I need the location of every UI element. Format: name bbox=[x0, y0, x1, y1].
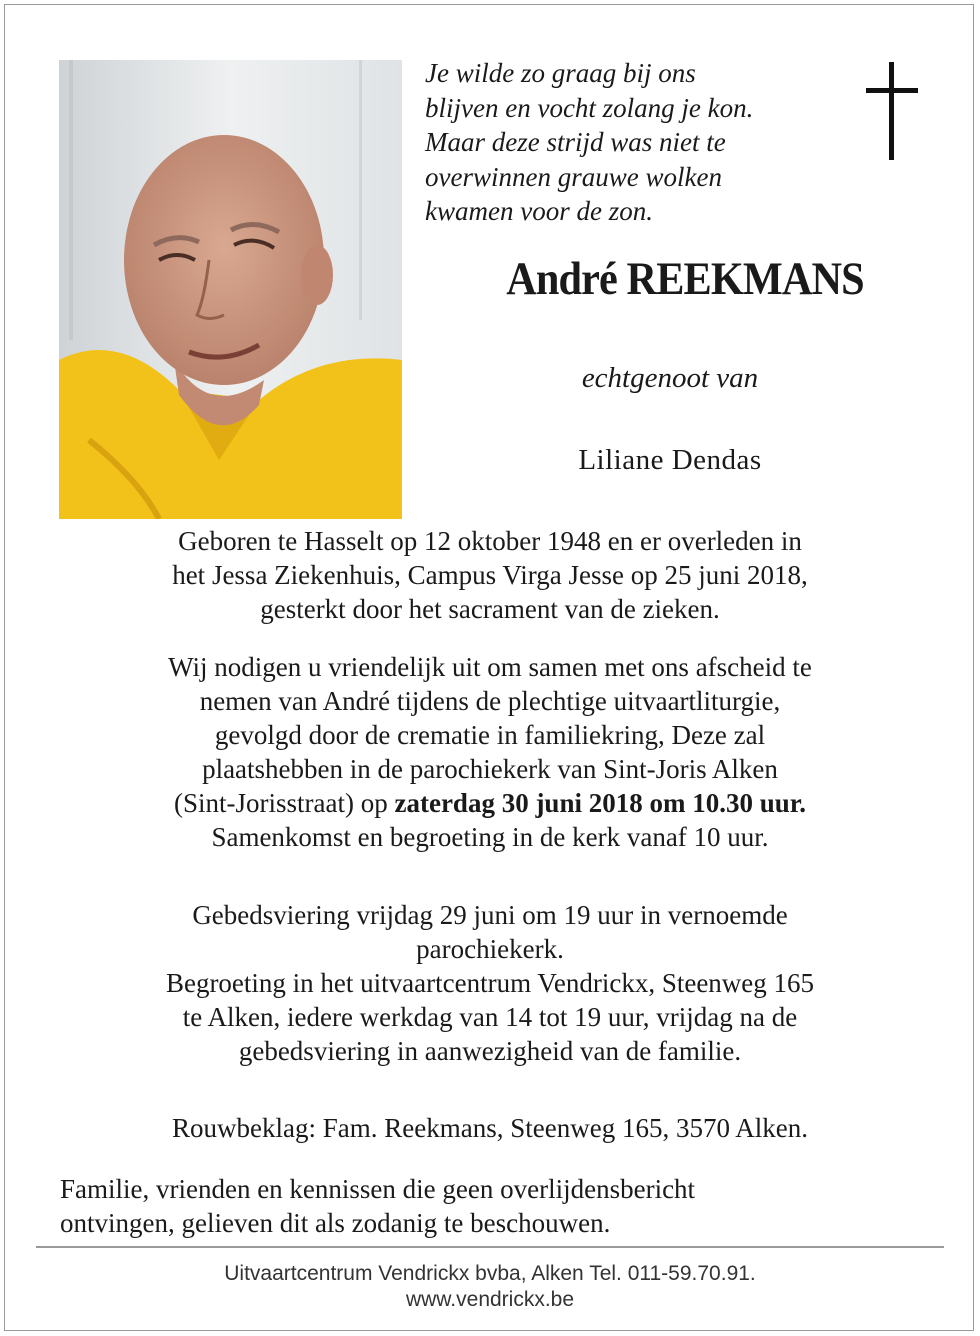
poem-line: Je wilde zo graag bij ons bbox=[425, 58, 696, 88]
birth-death-paragraph bbox=[40, 524, 940, 626]
text-line: het Jessa Ziekenhuis, Campus Virga Jesse op 25 juni 2018, bbox=[172, 560, 808, 590]
text-segment: (Sint-Jorisstraat) op bbox=[174, 788, 395, 818]
funeral-home-website[interactable]: www.vendrickx.be bbox=[405, 1288, 575, 1311]
text-line: Familie, vrienden en kennissen die geen overlijdensbericht bbox=[60, 1174, 696, 1204]
text-line: Samenkomst en begroeting in de kerk vanaf 10 uur. bbox=[211, 822, 769, 852]
poem-line: blijven en vocht zolang je kon. bbox=[425, 92, 754, 123]
poem-line: kwamen voor de zon. bbox=[425, 196, 653, 226]
text-line: gebedsviering in aanwezigheid van de familie. bbox=[238, 1036, 742, 1066]
condolences-line: Rouwbeklag: Fam. Reekmans, Steenweg 165, 3570 Alken. bbox=[172, 1113, 808, 1143]
poem-line: Maar deze strijd was niet te bbox=[425, 127, 726, 157]
cross-icon bbox=[862, 62, 922, 160]
funeral-home-contact: Uitvaartcentrum Vendrickx bvba, Alken Tel. 011-59.70.91. bbox=[224, 1262, 756, 1285]
portrait-illustration bbox=[59, 60, 402, 519]
deceased-name: André REEKMANS bbox=[506, 253, 864, 305]
closing-paragraph bbox=[60, 1172, 940, 1240]
text-line: gesterkt door het sacrament van de zieken. bbox=[260, 594, 720, 624]
poem-line: overwinnen grauwe wolken bbox=[425, 161, 722, 192]
footer-divider bbox=[36, 1246, 944, 1248]
text-line: nemen van André tijdens de plechtige uitvaartliturgie, bbox=[199, 686, 781, 716]
memorial-poem bbox=[425, 56, 845, 229]
invitation-paragraph bbox=[40, 650, 940, 854]
text-line: Gebedsviering vrijdag 29 juni om 19 uur in vernoemde bbox=[192, 900, 788, 930]
spouse-label: echtgenoot van bbox=[581, 362, 759, 394]
text-line: Wij nodigen u vriendelijk uit om samen met ons afscheid te bbox=[168, 652, 812, 682]
service-date: zaterdag 30 juni 2018 om 10.30 uur. bbox=[394, 788, 806, 818]
text-line: Geboren te Hasselt op 12 oktober 1948 en er overleden in bbox=[178, 526, 802, 556]
text-line: parochiekerk. bbox=[416, 934, 564, 964]
portrait-photo bbox=[59, 60, 402, 519]
spouse-name: Liliane Dendas bbox=[578, 444, 762, 476]
text-line: Begroeting in het uitvaartcentrum Vendrickx, Steenweg 165 bbox=[165, 968, 815, 998]
text-line: te Alken, iedere werkdag van 14 tot 19 uur, vrijdag na de bbox=[182, 1002, 798, 1032]
prayer-paragraph bbox=[40, 898, 940, 1068]
text-line bbox=[40, 786, 940, 820]
text-line: gevolgd door de crematie in familiekring, Deze zal bbox=[214, 720, 766, 750]
text-line: ontvingen, gelieven dit als zodanig te beschouwen. bbox=[60, 1208, 611, 1238]
text-line: plaatshebben in de parochiekerk van Sint-Joris Alken bbox=[202, 754, 778, 784]
